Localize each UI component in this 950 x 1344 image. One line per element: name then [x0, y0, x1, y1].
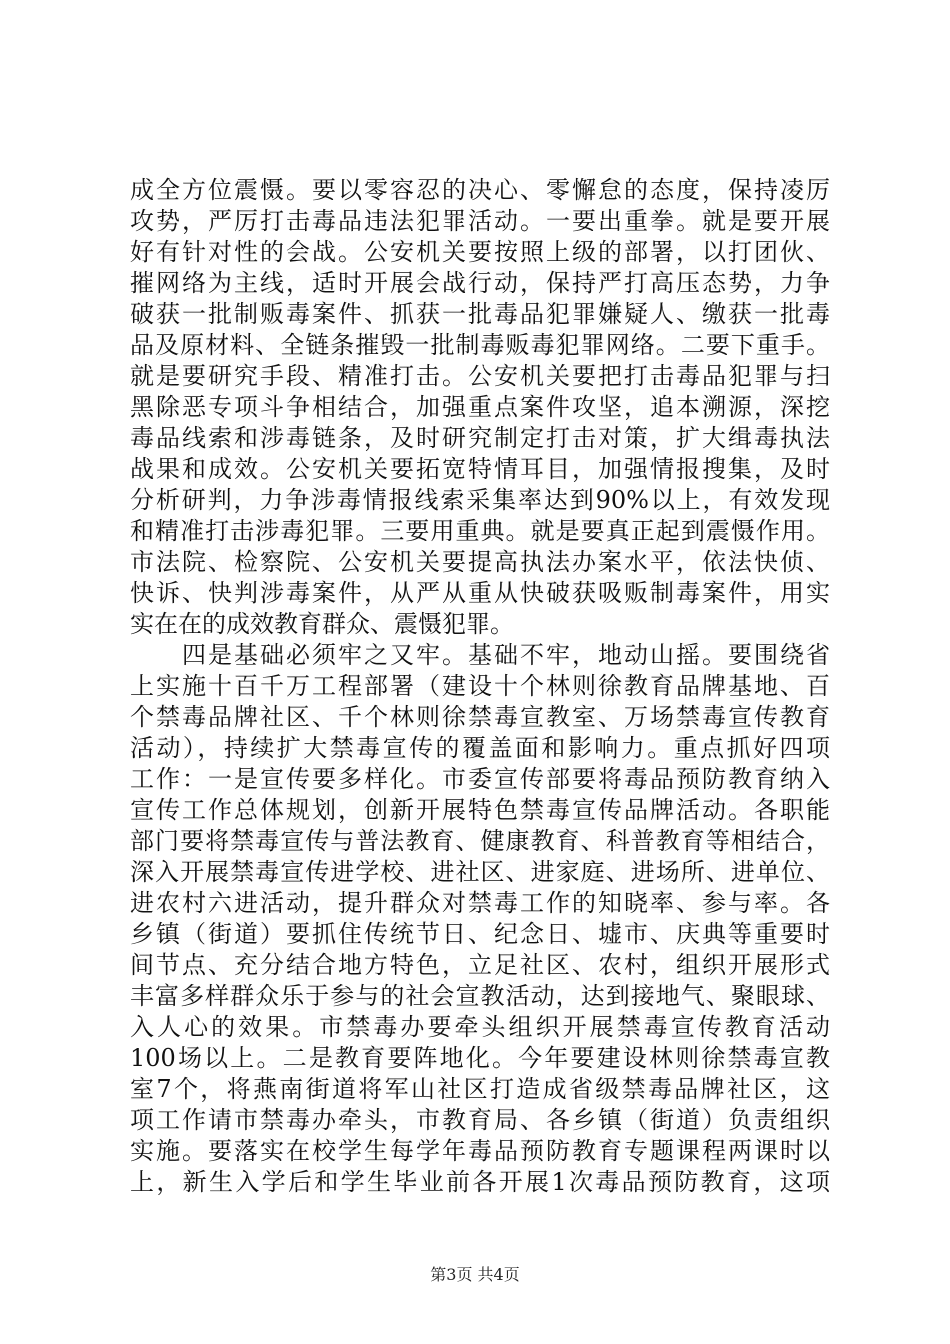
body-text	[130, 175, 830, 1198]
text-line-17: 上实施十百千万工程部署（建设十个林则徐教育品牌基地、百	[130, 672, 830, 700]
text-line-29: 100场以上。二是教育要阵地化。今年要建设林则徐禁毒宣教	[130, 1044, 830, 1072]
text-line-8: 黑除恶专项斗争相结合，加强重点案件攻坚，追本溯源，深挖	[130, 393, 830, 421]
text-line-26: 间节点、充分结合地方特色，立足社区、农村，组织开展形式	[130, 951, 830, 979]
text-line-27: 丰富多样群众乐于参与的社会宣教活动，达到接地气、聚眼球、	[130, 982, 830, 1010]
text-line-23: 深入开展禁毒宣传进学校、进社区、进家庭、进场所、进单位、	[130, 858, 830, 886]
text-line-12: 和精准打击涉毒犯罪。三要用重典。就是要真正起到震慑作用。	[130, 517, 830, 545]
text-line-20: 工作：一是宣传要多样化。市委宣传部要将毒品预防教育纳入	[130, 765, 830, 793]
text-line-15: 实在在的成效教育群众、震慑犯罪。	[130, 610, 514, 638]
text-line-11: 分析研判，力争涉毒情报线索采集率达到90%以上，有效发现	[130, 486, 830, 514]
text-line-32: 实施。要落实在校学生每学年毒品预防教育专题课程两课时以	[130, 1137, 830, 1165]
text-line-13: 市法院、检察院、公安机关要提高执法办案水平，依法快侦、	[130, 548, 830, 576]
text-line-22: 部门要将禁毒宣传与普法教育、健康教育、科普教育等相结合，	[130, 827, 830, 855]
text-line-2: 攻势，严厉打击毒品违法犯罪活动。一要出重拳。就是要开展	[130, 207, 830, 235]
text-line-25: 乡镇（街道）要抓住传统节日、纪念日、墟市、庆典等重要时	[130, 920, 830, 948]
text-line-9: 毒品线索和涉毒链条，及时研究制定打击对策，扩大缉毒执法	[130, 424, 830, 452]
text-line-33: 上，新生入学后和学生毕业前各开展1次毒品预防教育，这项	[130, 1168, 830, 1196]
text-line-6: 品及原材料、全链条摧毁一批制毒贩毒犯罪网络。二要下重手。	[130, 331, 830, 359]
page-number: 第3页 共4页	[430, 1265, 520, 1284]
text-line-5: 破获一批制贩毒案件、抓获一批毒品犯罪嫌疑人、缴获一批毒	[130, 300, 830, 328]
text-line-1: 成全方位震慑。要以零容忍的决心、零懈怠的态度，保持凌厉	[130, 176, 830, 204]
text-line-19: 活动），持续扩大禁毒宣传的覆盖面和影响力。重点抓好四项	[130, 734, 830, 762]
page-footer	[0, 1265, 950, 1285]
text-line-16: 四是基础必须牢之又牢。基础不牢，地动山摇。要围绕省	[130, 641, 830, 669]
text-line-14: 快诉、快判涉毒案件，从严从重从快破获吸贩制毒案件，用实	[130, 579, 830, 607]
text-line-31: 项工作请市禁毒办牵头，市教育局、各乡镇（街道）负责组织	[130, 1106, 830, 1134]
text-line-4: 摧网络为主线，适时开展会战行动，保持严打高压态势，力争	[130, 269, 830, 297]
text-line-18: 个禁毒品牌社区、千个林则徐禁毒宣教室、万场禁毒宣传教育	[130, 703, 830, 731]
text-line-28: 入人心的效果。市禁毒办要牵头组织开展禁毒宣传教育活动	[130, 1013, 830, 1041]
text-line-21: 宣传工作总体规划，创新开展特色禁毒宣传品牌活动。各职能	[130, 796, 830, 824]
text-line-7: 就是要研究手段、精准打击。公安机关要把打击毒品犯罪与扫	[130, 362, 830, 390]
text-line-30: 室7个，将燕南街道将军山社区打造成省级禁毒品牌社区，这	[130, 1075, 830, 1103]
text-line-3: 好有针对性的会战。公安机关要按照上级的部署，以打团伙、	[130, 238, 830, 266]
text-line-24: 进农村六进活动，提升群众对禁毒工作的知晓率、参与率。各	[130, 889, 830, 917]
text-line-10: 战果和成效。公安机关要拓宽特情耳目，加强情报搜集，及时	[130, 455, 830, 483]
